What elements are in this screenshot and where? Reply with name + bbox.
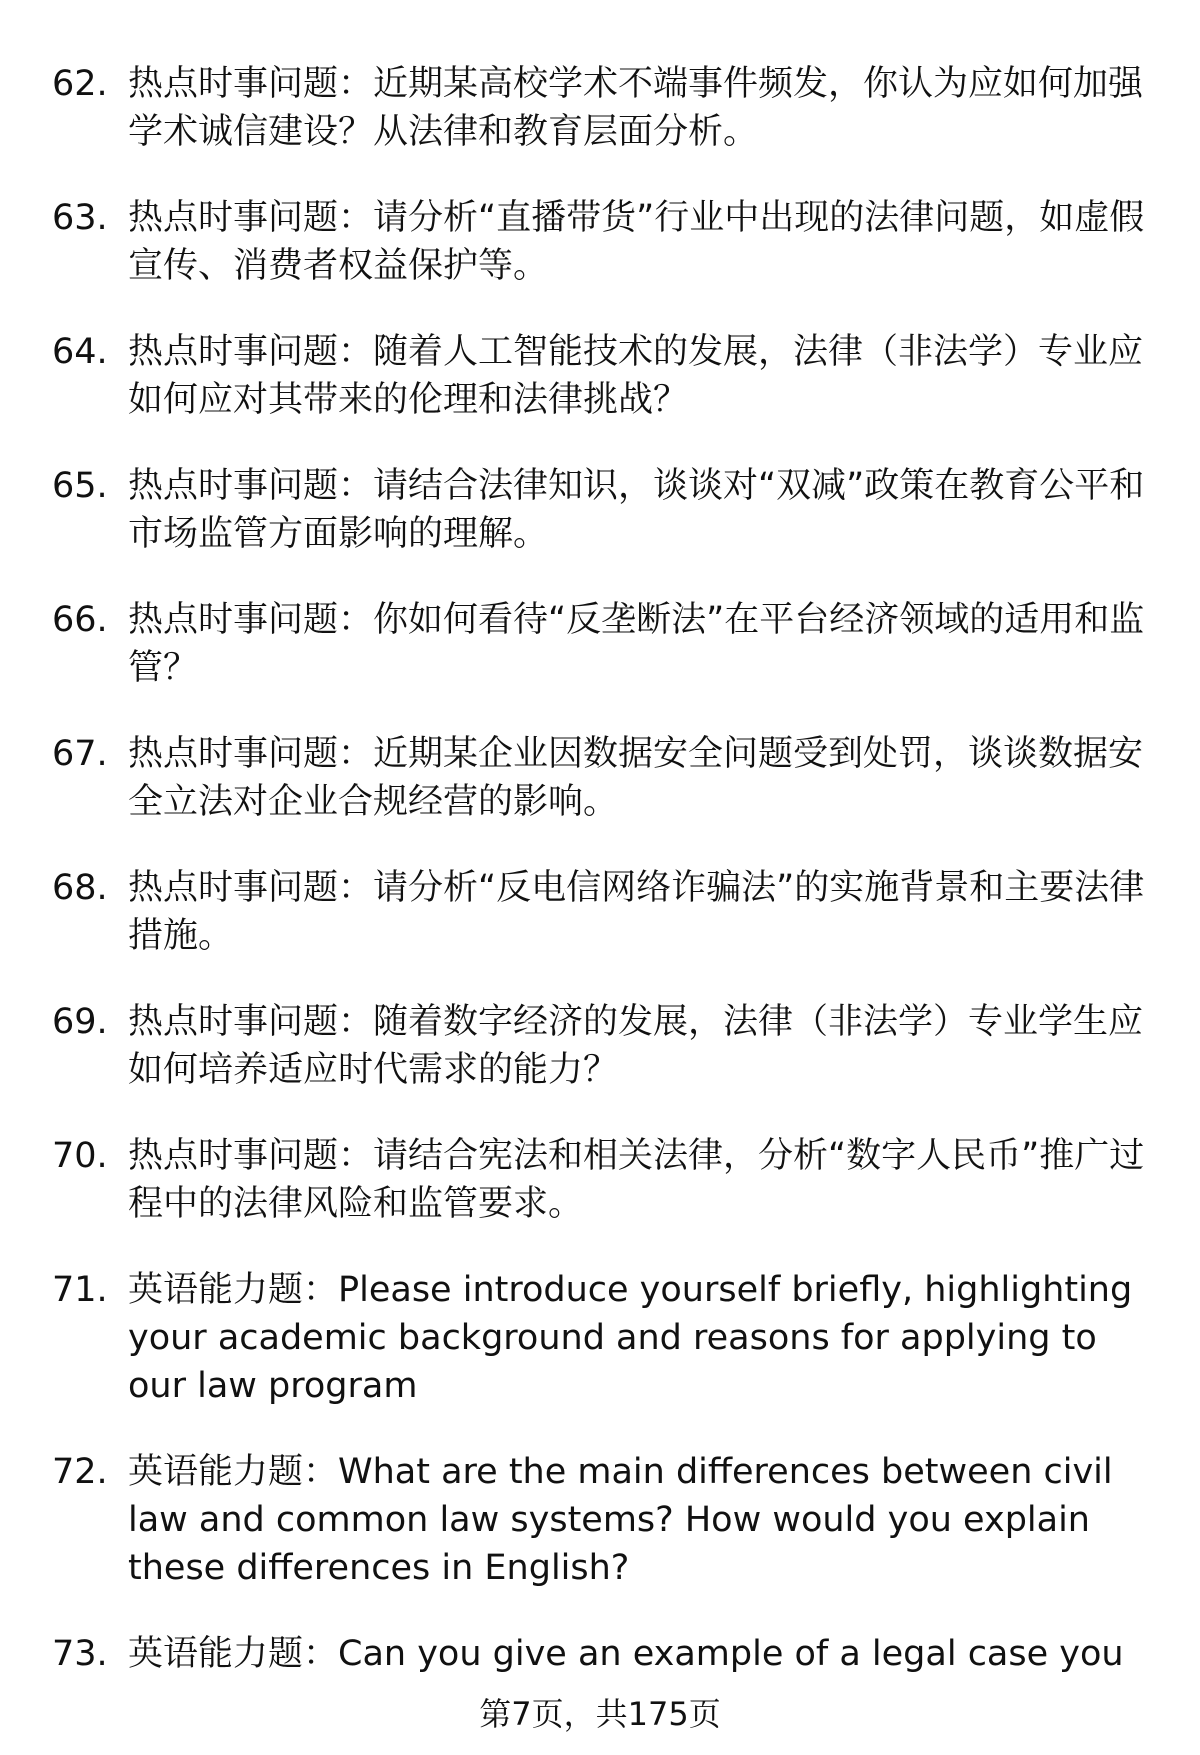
question-number: 62. xyxy=(52,64,108,104)
question-text: What are the main differences between civil law and common law systems? How would you explain these differences in English? xyxy=(128,1452,1113,1588)
question-body xyxy=(128,462,1162,558)
question-text: 请结合宪法和相关法律，分析“数字人民币”推广过程中的法律风险和监管要求。 xyxy=(128,1136,1145,1224)
question-category: 热点时事问题： xyxy=(128,1136,374,1176)
page-number-footer: 第7页，共175页 xyxy=(479,1695,721,1733)
question-category: 英语能力题： xyxy=(128,1634,339,1674)
question-item xyxy=(52,194,1162,290)
question-category: 热点时事问题： xyxy=(128,868,374,908)
question-text: 近期某高校学术不端事件频发，你认为应如何加强学术诚信建设？从法律和教育层面分析。 xyxy=(128,64,1144,152)
question-text: 随着数字经济的发展，法律（非法学）专业学生应如何培养适应时代需求的能力？ xyxy=(128,1002,1144,1090)
question-category: 热点时事问题： xyxy=(128,734,374,774)
question-body xyxy=(128,1266,1162,1410)
question-number: 70. xyxy=(52,1136,108,1176)
question-body xyxy=(128,998,1162,1094)
question-item xyxy=(52,1132,1162,1228)
question-number: 65. xyxy=(52,466,108,506)
question-list xyxy=(52,60,1162,1716)
question-category: 热点时事问题： xyxy=(128,466,374,506)
question-number: 64. xyxy=(52,332,108,372)
question-body xyxy=(128,1448,1162,1592)
question-category: 热点时事问题： xyxy=(128,600,374,640)
question-item xyxy=(52,730,1162,826)
question-text: 近期某企业因数据安全问题受到处罚，谈谈数据安全立法对企业合规经营的影响。 xyxy=(128,734,1144,822)
question-number: 72. xyxy=(52,1452,108,1492)
question-text: 请分析“直播带货”行业中出现的法律问题，如虚假宣传、消费者权益保护等。 xyxy=(128,198,1145,286)
question-category: 英语能力题： xyxy=(128,1452,339,1492)
question-number: 66. xyxy=(52,600,108,640)
question-category: 英语能力题： xyxy=(128,1270,339,1310)
question-body xyxy=(128,1630,1162,1678)
question-body xyxy=(128,328,1162,424)
question-item xyxy=(52,864,1162,960)
question-body xyxy=(128,864,1162,960)
question-text: 请结合法律知识，谈谈对“双减”政策在教育公平和市场监管方面影响的理解。 xyxy=(128,466,1145,554)
question-category: 热点时事问题： xyxy=(128,198,374,238)
question-number: 68. xyxy=(52,868,108,908)
question-number: 63. xyxy=(52,198,108,238)
question-text: Please introduce yourself briefly, highlighting your academic background and reasons for applying to our law program xyxy=(128,1270,1133,1406)
question-number: 71. xyxy=(52,1270,108,1310)
question-category: 热点时事问题： xyxy=(128,64,374,104)
question-item xyxy=(52,328,1162,424)
question-number: 69. xyxy=(52,1002,108,1042)
question-text: 请分析“反电信网络诈骗法”的实施背景和主要法律措施。 xyxy=(128,868,1145,956)
question-item xyxy=(52,462,1162,558)
question-body xyxy=(128,596,1162,692)
question-item xyxy=(52,1266,1162,1410)
question-item xyxy=(52,998,1162,1094)
question-text: 随着人工智能技术的发展，法律（非法学）专业应如何应对其带来的伦理和法律挑战？ xyxy=(128,332,1144,420)
question-body xyxy=(128,1132,1162,1228)
question-item xyxy=(52,1448,1162,1592)
question-item xyxy=(52,60,1162,156)
question-text: Can you give an example of a legal case you xyxy=(338,1634,1124,1674)
question-number: 73. xyxy=(52,1634,108,1674)
question-text: 你如何看待“反垄断法”在平台经济领域的适用和监管？ xyxy=(128,600,1145,688)
question-number: 67. xyxy=(52,734,108,774)
question-item xyxy=(52,596,1162,692)
question-item xyxy=(52,1630,1162,1678)
question-category: 热点时事问题： xyxy=(128,332,374,372)
question-body xyxy=(128,60,1162,156)
question-category: 热点时事问题： xyxy=(128,1002,374,1042)
question-body xyxy=(128,194,1162,290)
question-body xyxy=(128,730,1162,826)
